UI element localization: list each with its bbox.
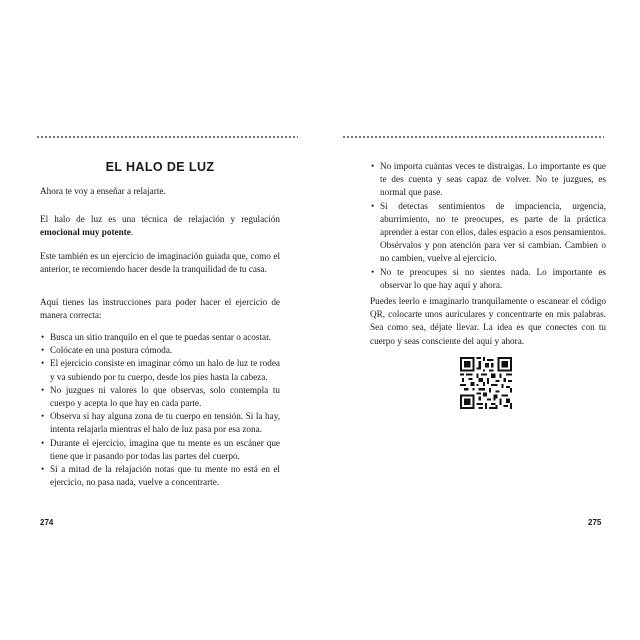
list-item: • No juzgues ni valores lo que observas, solo contempla tu cuerpo y acepta lo que hay en cada parte. (40, 384, 280, 410)
definition-text: El halo de luz es una técnica de relajación y regulación (40, 214, 280, 224)
page-number-right: 275 (588, 518, 602, 527)
list-item: • No importa cuántas veces te distraigas. Lo importante es que te des cuenta y seas capaz de volver. No te juzgues, es normal que pase. (370, 160, 606, 200)
list-item: • No te preocupes si no sientes nada. Lo importante es observar lo que hay aquí y ahora. (370, 266, 606, 292)
definition-end: . (130, 227, 134, 238)
definition-bold: emocional muy potente (40, 227, 131, 238)
chapter-title: EL HALO DE LUZ (105, 160, 215, 174)
page-number-left: 274 (40, 518, 54, 527)
list-item: • Si a mitad de la relajación notas que tu mente no está en el ejercicio, no pasa nada, vuelve a concentrarte. (40, 463, 280, 489)
list-item: • Si detectas sentimientos de impaciencia, urgencia, aburrimiento, no te preocupes, es parte de la práctica aprender a estar con ellos, dales espacio a esos pensamientos. Obsérvalos y pon atención para ver si cambian. Cambien o no cambien, vuelve al ejercicio. (370, 200, 606, 266)
list-item: • Busca un sitio tranquilo en el que te puedas sentar o acostar. (40, 331, 280, 344)
top-dotted-rule-left (36, 136, 298, 138)
list-item: • Colócate en una postura cómoda. (40, 344, 280, 357)
tips-list (370, 160, 606, 292)
qr-instructions-paragraph: Puedes leerlo e imaginarlo tranquilamente o escanear el código QR, colocarte unos auriculares y concentrarte en mis palabras. Sea como sea, déjate llevar. La idea es que conectes con tu cuerpo y seas consciente del aquí y ahora. (370, 296, 606, 346)
guided-imagery-paragraph: Este también es un ejercicio de imaginación guiada que, como el anterior, te recomiendo hacer desde la tranquilidad de tu casa. (40, 251, 280, 275)
instructions-intro-paragraph: Aquí tienes las instrucciones para poder hacer el ejercicio de manera correcta: (40, 297, 280, 321)
definition-paragraph (40, 213, 280, 239)
top-dotted-rule-right (342, 136, 604, 138)
instructions-list (40, 331, 280, 489)
list-item: • El ejercicio consiste en imaginar cómo un halo de luz te rodea y va subiendo por tu cuerpo, desde los pies hasta la cabeza. (40, 357, 280, 383)
intro-paragraph: Ahora te voy a enseñar a relajarte. (40, 186, 166, 196)
qr-code-icon[interactable] (460, 357, 512, 409)
list-item: • Durante el ejercicio, imagina que tu mente es un escáner que tiene que ir pasando por todas las partes del cuerpo. (40, 437, 280, 463)
list-item: • Observa si hay alguna zona de tu cuerpo en tensión. Si la hay, intenta relajarla mientras el halo de luz pasa por esa zona. (40, 410, 280, 436)
